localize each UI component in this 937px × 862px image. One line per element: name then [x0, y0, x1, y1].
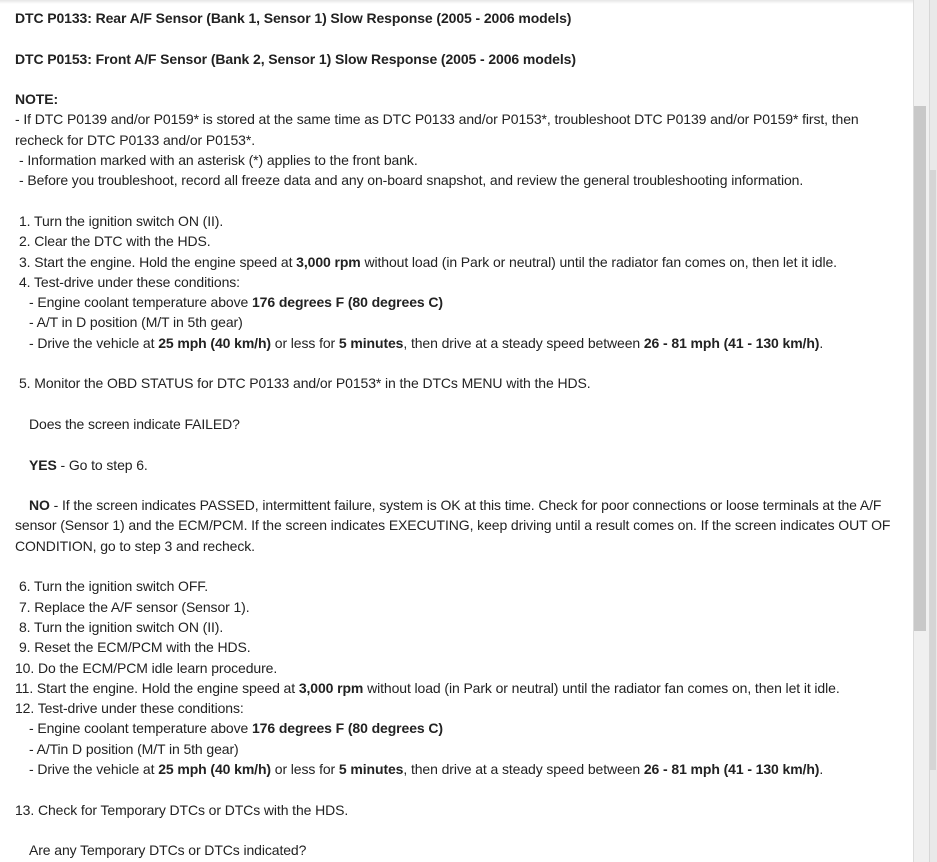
- step-item: 2. Clear the DTC with the HDS.: [19, 233, 211, 250]
- step-item: 1. Turn the ignition switch ON (II).: [19, 212, 224, 229]
- yes-answer: YES - Go to step 6.: [29, 456, 148, 473]
- step-item-5: 5. Monitor the OBD STATUS for DTC P0133 and/or P0153* in the DTCs MENU with the HDS.: [19, 375, 591, 392]
- note-item: - Before you troubleshoot, record all freeze data and any on-board snapshot, and review the general troubleshooting information.: [19, 172, 804, 189]
- step-item-13: 13. Check for Temporary DTCs or DTCs with the HDS.: [15, 801, 349, 818]
- outer-scrollbar-thumb[interactable]: [930, 170, 936, 770]
- condition-item: - Engine coolant temperature above 176 degrees F (80 degrees C): [29, 720, 443, 737]
- step-item-12: 12. Test-drive under these conditions:: [15, 700, 244, 717]
- condition-item: - Drive the vehicle at 25 mph (40 km/h) or less for 5 minutes, then drive at a steady speed between 26 - 81 mph (41 - 130 km/h).: [29, 334, 824, 351]
- question-temporary-dtcs: Are any Temporary DTCs or DTCs indicated?: [29, 842, 307, 859]
- dtc-heading-p0133: DTC P0133: Rear A/F Sensor (Bank 1, Sensor 1) Slow Response (2005 - 2006 models): [15, 10, 572, 26]
- step-item: 10. Do the ECM/PCM idle learn procedure.: [15, 659, 278, 676]
- condition-item: - A/T in D position (M/T in 5th gear): [29, 314, 243, 331]
- step-item-3: 3. Start the engine. Hold the engine speed at 3,000 rpm without load (in Park or neutral) until the radiator fan comes on, then let it idle.: [19, 253, 837, 270]
- scrollbar-thumb[interactable]: [914, 106, 926, 631]
- step-item: 6. Turn the ignition switch OFF.: [19, 578, 208, 595]
- condition-item: - A/Tin D position (M/T in 5th gear): [29, 740, 239, 757]
- step-item: 7. Replace the A/F sensor (Sensor 1).: [19, 598, 250, 615]
- step-item: 8. Turn the ignition switch ON (II).: [19, 618, 224, 635]
- question-failed: Does the screen indicate FAILED?: [29, 415, 240, 432]
- step-item-11: 11. Start the engine. Hold the engine speed at 3,000 rpm without load (in Park or neutral) until the radiator fan comes on, then let it idle.: [15, 679, 840, 696]
- condition-item: - Engine coolant temperature above 176 degrees F (80 degrees C): [29, 294, 443, 311]
- note-item: - Information marked with an asterisk (*) applies to the front bank.: [19, 152, 418, 169]
- step-item-4: 4. Test-drive under these conditions:: [19, 273, 240, 290]
- condition-item: - Drive the vehicle at 25 mph (40 km/h) or less for 5 minutes, then drive at a steady speed between 26 - 81 mph (41 - 130 km/h).: [29, 760, 824, 777]
- note-label: NOTE:: [15, 91, 59, 108]
- document-body: [15, 0, 895, 860]
- step-item: 9. Reset the ECM/PCM with the HDS.: [19, 639, 251, 656]
- note-item: - If DTC P0139 and/or P0159* is stored at the same time as DTC P0133 and/or P0153*, troubleshoot DTC P0139 and/or P0159* first, then recheck for DTC P0133 and/or P0153*.: [15, 111, 859, 148]
- no-answer: NO - If the screen indicates PASSED, intermittent failure, system is OK at this time. Check for poor connections or loose terminals at the A/F sensor (Sensor 1) and the ECM/PCM. If the screen indicates EXECUTING, keep driving until a result comes on. If the screen indicates OUT OF CONDITION, go to step 3 and recheck.: [15, 497, 891, 554]
- dtc-heading-p0153: DTC P0153: Front A/F Sensor (Bank 2, Sensor 1) Slow Response (2005 - 2006 models): [15, 50, 576, 67]
